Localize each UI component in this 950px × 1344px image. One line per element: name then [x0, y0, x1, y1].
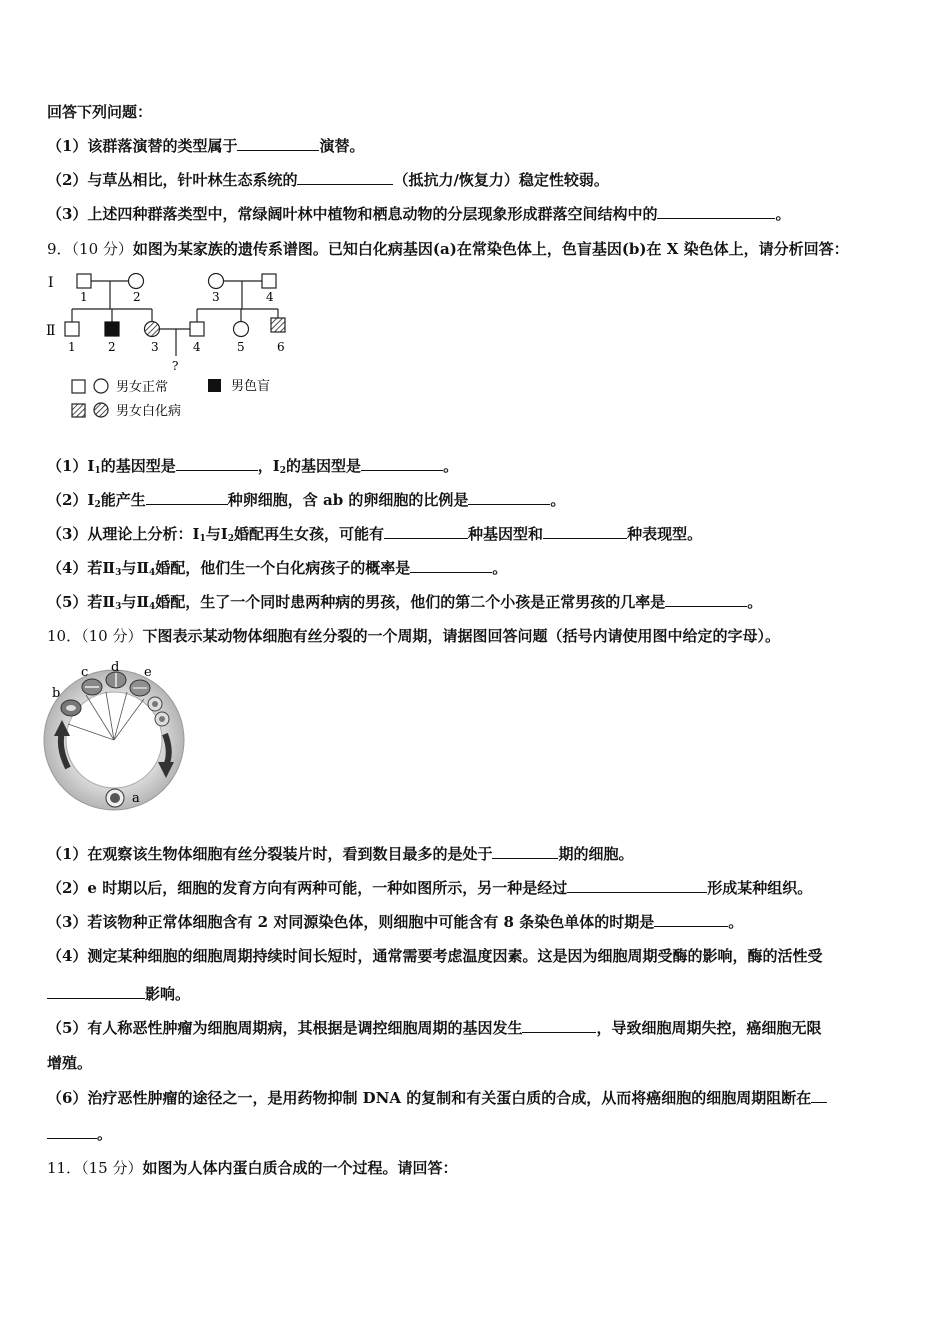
label-gen2-6: 6 [277, 340, 285, 354]
answer-blank[interactable] [361, 456, 443, 471]
q10-part3: （3）若该物种正常体细胞含有 2 对同源染色体，则细胞中可能含有 8 条染色单体的时期是 。 [47, 913, 744, 931]
gen2-male-4 [190, 322, 204, 336]
gen1-female-2 [129, 274, 144, 289]
q10-part6-cont: 。 [47, 1124, 112, 1144]
gen1-male-4 [262, 274, 276, 288]
answer-blank[interactable] [543, 524, 627, 539]
answer-blank[interactable] [237, 136, 319, 151]
label-gen2-3: 3 [151, 340, 159, 354]
q10-part2: （2）e 时期以后，细胞的发育方向有两种可能，一种如图所示，另一种是经过 形成某种组织。 [47, 879, 813, 897]
answer-blank[interactable] [47, 984, 145, 999]
q9-part5: （5）若$Ⅱ_3$与$Ⅱ_4$婚配，生了一个同时患两种病的男孩，他们的第二个小孩是正常男孩的几率是 。 [47, 593, 763, 612]
answer-blank[interactable] [384, 524, 468, 539]
gen2-male-1 [65, 322, 79, 336]
legend-colorblind-icon [208, 379, 221, 392]
answer-blank[interactable] [811, 1088, 827, 1103]
gen1-male-1 [77, 274, 91, 288]
answer-blank[interactable] [468, 490, 550, 505]
q10-part1: （1）在观察该生物体细胞有丝分裂装片时，看到数目最多的是处于 期的细胞。 [47, 845, 634, 863]
label-b: b [52, 686, 61, 701]
q10-part6: （6）治疗恶性肿瘤的途径之一，是用药物抑制 DNA 的复制和有关蛋白质的合成，从而将癌细胞的细胞周期阻断在 [47, 1088, 827, 1108]
label-gen1-4: 4 [266, 290, 274, 304]
q9-part3: （3）从理论上分析：$Ⅰ_1$与$Ⅰ_2$婚配再生女孩，可能有 种基因型和 种表现型。 [47, 525, 703, 544]
gen1-female-3 [209, 274, 224, 289]
intro-text: 回答下列问题： [47, 103, 153, 121]
label-c: c [81, 665, 89, 680]
generation-1-label: Ⅰ [48, 275, 54, 291]
generation-2-label: Ⅱ [46, 323, 56, 339]
legend-male-normal-icon [72, 380, 85, 393]
q10-part5-cont: 增殖。 [47, 1054, 93, 1072]
answer-blank[interactable] [665, 592, 747, 607]
legend-female-albinism-icon [94, 403, 108, 417]
label-gen2-4: 4 [193, 340, 201, 354]
gen2-male-2-colorblind [105, 322, 119, 336]
q11-stem: 11．（15 分）如图为人体内蛋白质合成的一个过程。请回答： [47, 1159, 458, 1177]
answer-blank[interactable] [146, 490, 228, 505]
label-gen1-1: 1 [80, 290, 88, 304]
q10-part4: （4）测定某种细胞的细胞周期持续时间长短时，通常需要考虑温度因素。这是因为细胞周期受酶的影响，酶的活性受 [47, 947, 823, 965]
label-d: d [111, 660, 120, 675]
answer-blank[interactable] [410, 558, 492, 573]
q8-part3: （3）上述四种群落类型中，常绿阔叶林中植物和栖息动物的分层现象形成群落空间结构中的 。 [47, 205, 791, 223]
gen2-female-3-albinism [145, 322, 160, 337]
q8-part1: （1）该群落演替的类型属于 演替。 [47, 137, 365, 155]
answer-blank[interactable] [522, 1018, 596, 1033]
label-a: a [132, 791, 140, 806]
label-gen2-1: 1 [68, 340, 76, 354]
legend-male-albinism-icon [72, 404, 85, 417]
legend-normal-label: 男女正常 [116, 380, 169, 395]
q10-part5: （5）有人称恶性肿瘤为细胞周期病，其根据是调控细胞周期的基因发生 ，导致细胞周期失控，癌细胞无限 [47, 1019, 822, 1037]
answer-blank[interactable] [492, 844, 558, 859]
pedigree-chart [40, 266, 310, 426]
answer-blank[interactable] [297, 170, 393, 185]
answer-blank[interactable] [47, 1124, 97, 1139]
q9-part4: （4）若$Ⅱ_3$与$Ⅱ_4$婚配，他们生一个白化病孩子的概率是 。 [47, 559, 508, 578]
answer-blank[interactable] [176, 456, 258, 471]
label-gen1-2: 2 [133, 290, 141, 304]
label-unknown-child: ? [172, 359, 179, 373]
label-gen2-5: 5 [237, 340, 245, 354]
answer-blank[interactable] [657, 204, 775, 219]
q10-stem: 10．（10 分）下图表示某动物体细胞有丝分裂的一个周期，请据图回答问题（括号内请使用图中给定的字母）。 [47, 627, 780, 645]
q10-part4-cont: 影响。 [47, 984, 190, 1004]
legend-female-normal-icon [94, 379, 108, 393]
answer-blank[interactable] [654, 912, 728, 927]
legend-colorblind-label: 男色盲 [231, 379, 271, 394]
gen2-male-6-albinism [271, 318, 285, 332]
q9-part1: $(1)Ⅰ_1$的基因型是 ，$Ⅰ_2$的基因型是 。 [47, 457, 459, 476]
answer-blank[interactable] [567, 878, 707, 893]
q8-part2: （2）与草丛相比，针叶林生态系统的 （抵抗力/恢复力）稳定性较弱。 [47, 171, 609, 189]
label-e: e [144, 665, 152, 680]
cell-cycle-diagram [40, 656, 200, 816]
label-gen2-2: 2 [108, 340, 116, 354]
gen2-female-5 [234, 322, 249, 337]
q9-stem: 9．（10 分）如图为某家族的遗传系谱图。已知白化病基因(a)在常染色体上，色盲基因(b)在 X 染色体上，请分析回答： [47, 240, 849, 258]
q9-part2: $(2)Ⅰ_2$能产生 种卵细胞，含 ab 的卵细胞的比例是 。 [47, 491, 566, 510]
legend-albinism-label: 男女白化病 [116, 404, 182, 419]
label-gen1-3: 3 [212, 290, 220, 304]
